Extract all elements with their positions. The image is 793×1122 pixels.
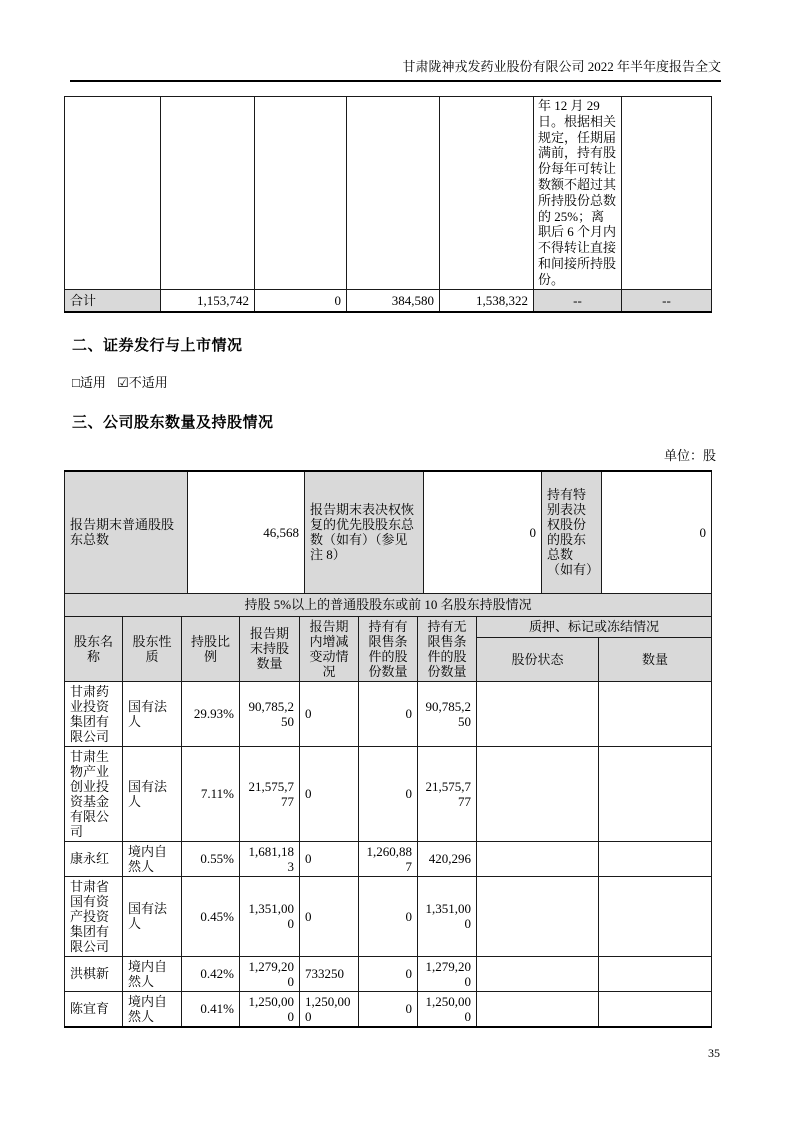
col-header-nature: 股东性质 bbox=[123, 616, 182, 681]
holder-nature-cell: 国有法人 bbox=[123, 746, 182, 841]
holder-change-cell: 1,250,000 bbox=[300, 991, 359, 1027]
holder-ratio-cell: 7.11% bbox=[182, 746, 240, 841]
holder-change-cell: 0 bbox=[300, 876, 359, 956]
total-label-cell: 合计 bbox=[65, 289, 161, 312]
applicability-line bbox=[72, 372, 176, 391]
preferred-holders-label-cell: 报告期末表决权恢复的优先股股东总数（如有）（参见注 8） bbox=[305, 471, 424, 593]
holder-unrestricted-cell: 420,296 bbox=[418, 841, 477, 876]
holder-pledge-status-cell bbox=[477, 956, 599, 991]
col-header-restricted: 持有有限售条件的股份数量 bbox=[359, 616, 418, 681]
empty-cell bbox=[255, 97, 347, 290]
common-holders-label-cell: 报告期末普通股股东总数 bbox=[65, 471, 188, 593]
holder-row bbox=[65, 841, 712, 876]
holder-row bbox=[65, 746, 712, 841]
holder-nature-cell: 境内自然人 bbox=[123, 991, 182, 1027]
page-number: 35 bbox=[708, 1046, 720, 1060]
report-title: 甘肃陇神戎发药业股份有限公司 2022 年半年度报告全文 bbox=[402, 59, 721, 74]
holder-pledge-status-cell bbox=[477, 876, 599, 956]
holder-restricted-cell: 0 bbox=[359, 991, 418, 1027]
holder-restricted-cell: 1,260,887 bbox=[359, 841, 418, 876]
holder-nature-cell: 国有法人 bbox=[123, 681, 182, 746]
running-header bbox=[70, 56, 721, 82]
top-holders-table bbox=[64, 593, 712, 1028]
holder-ratio-cell: 0.45% bbox=[182, 876, 240, 956]
total-dash-cell: -- bbox=[534, 289, 622, 312]
col-header-pledge-status: 股份状态 bbox=[477, 637, 599, 681]
unit-label: 单位：股 bbox=[663, 448, 716, 463]
holder-restricted-cell: 0 bbox=[359, 746, 418, 841]
holder-pledge-qty-cell bbox=[599, 991, 712, 1027]
col-header-change: 报告期内增减变动情况 bbox=[300, 616, 359, 681]
holder-name-cell: 康永红 bbox=[65, 841, 123, 876]
holder-change-cell: 0 bbox=[300, 841, 359, 876]
holder-pledge-qty-cell bbox=[599, 746, 712, 841]
shareholder-counts-table bbox=[64, 470, 712, 594]
holder-name-cell: 甘肃生物产业创业投资基金有限公司 bbox=[65, 746, 123, 841]
not-applicable-checkbox: ☑不适用 bbox=[117, 375, 168, 390]
holder-name-cell: 洪棋新 bbox=[65, 956, 123, 991]
holder-pledge-status-cell bbox=[477, 746, 599, 841]
holder-pledge-status-cell bbox=[477, 681, 599, 746]
col-header-ratio: 持股比例 bbox=[182, 616, 240, 681]
holder-name-cell: 甘肃药业投资集团有限公司 bbox=[65, 681, 123, 746]
section-title-issuance: 二、证券发行与上市情况 bbox=[72, 337, 243, 354]
holder-name-cell: 陈宜育 bbox=[65, 991, 123, 1027]
holder-nature-cell: 国有法人 bbox=[123, 876, 182, 956]
holder-pledge-qty-cell bbox=[599, 956, 712, 991]
col-header-unrestricted: 持有无限售条件的股份数量 bbox=[418, 616, 477, 681]
holder-ratio-cell: 29.93% bbox=[182, 681, 240, 746]
holder-nature-cell: 境内自然人 bbox=[123, 841, 182, 876]
holder-ratio-cell: 0.42% bbox=[182, 956, 240, 991]
col-header-name: 股东名称 bbox=[65, 616, 123, 681]
applicable-checkbox: □适用 bbox=[72, 375, 106, 390]
holder-unrestricted-cell: 90,785,250 bbox=[418, 681, 477, 746]
holder-row bbox=[65, 681, 712, 746]
total-value-cell: 1,153,742 bbox=[161, 289, 255, 312]
holder-pledge-status-cell bbox=[477, 841, 599, 876]
common-holders-value-cell: 46,568 bbox=[188, 471, 305, 593]
col-header-pledge: 质押、标记或冻结情况 bbox=[477, 616, 712, 637]
holder-shares-end-cell: 90,785,250 bbox=[240, 681, 300, 746]
holder-restricted-cell: 0 bbox=[359, 876, 418, 956]
holder-pledge-qty-cell bbox=[599, 841, 712, 876]
holder-pledge-status-cell bbox=[477, 991, 599, 1027]
holder-row bbox=[65, 876, 712, 956]
holder-name-cell: 甘肃省国有资产投资集团有限公司 bbox=[65, 876, 123, 956]
preferred-holders-value-cell: 0 bbox=[424, 471, 542, 593]
holder-shares-end-cell: 21,575,777 bbox=[240, 746, 300, 841]
lockup-note-cell: 年 12 月 29 日。根据相关规定，任期届满前，持有股份每年可转让数额不超过其所持股份总数的 25%；离职后 6 个月内不得转让直接和间接所持股份。 bbox=[534, 97, 622, 290]
holder-nature-cell: 境内自然人 bbox=[123, 956, 182, 991]
holder-restricted-cell: 0 bbox=[359, 956, 418, 991]
holder-ratio-cell: 0.41% bbox=[182, 991, 240, 1027]
holder-row bbox=[65, 956, 712, 991]
holder-change-cell: 0 bbox=[300, 681, 359, 746]
holder-shares-end-cell: 1,351,000 bbox=[240, 876, 300, 956]
holder-shares-end-cell: 1,681,183 bbox=[240, 841, 300, 876]
lockup-shares-table bbox=[64, 96, 712, 313]
special-voting-value-cell: 0 bbox=[602, 471, 712, 593]
holder-pledge-qty-cell bbox=[599, 681, 712, 746]
empty-cell bbox=[65, 97, 161, 290]
total-value-cell: 384,580 bbox=[347, 289, 440, 312]
holder-restricted-cell: 0 bbox=[359, 681, 418, 746]
holder-unrestricted-cell: 1,351,000 bbox=[418, 876, 477, 956]
special-voting-label-cell: 持有特别表决权股份的股东总数（如有） bbox=[542, 471, 602, 593]
empty-cell bbox=[440, 97, 534, 290]
total-value-cell: 0 bbox=[255, 289, 347, 312]
holder-change-cell: 0 bbox=[300, 746, 359, 841]
empty-cell bbox=[347, 97, 440, 290]
total-row bbox=[65, 289, 712, 312]
holder-shares-end-cell: 1,279,200 bbox=[240, 956, 300, 991]
holder-ratio-cell: 0.55% bbox=[182, 841, 240, 876]
empty-cell bbox=[622, 97, 712, 290]
total-dash-cell: -- bbox=[622, 289, 712, 312]
col-header-shares-end: 报告期末持股数量 bbox=[240, 616, 300, 681]
empty-cell bbox=[161, 97, 255, 290]
holder-unrestricted-cell: 1,250,000 bbox=[418, 991, 477, 1027]
holder-unrestricted-cell: 1,279,200 bbox=[418, 956, 477, 991]
holder-row bbox=[65, 991, 712, 1027]
holder-shares-end-cell: 1,250,000 bbox=[240, 991, 300, 1027]
holder-pledge-qty-cell bbox=[599, 876, 712, 956]
shareholders-tables bbox=[64, 470, 712, 1028]
total-value-cell: 1,538,322 bbox=[440, 289, 534, 312]
col-header-pledge-qty: 数量 bbox=[599, 637, 712, 681]
holder-change-cell: 733250 bbox=[300, 956, 359, 991]
holder-unrestricted-cell: 21,575,777 bbox=[418, 746, 477, 841]
holders-section-title-cell: 持股 5%以上的普通股股东或前 10 名股东持股情况 bbox=[65, 593, 712, 616]
section-title-shareholders: 三、公司股东数量及持股情况 bbox=[72, 414, 274, 431]
